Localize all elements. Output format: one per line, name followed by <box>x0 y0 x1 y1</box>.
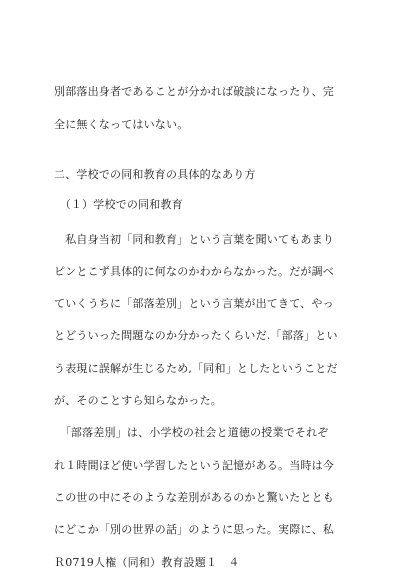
text-line: う表現に誤解が生じるため,「同和」としたということだ <box>54 362 338 375</box>
text-line: 別部落出身者であることが分かれば破談になったり、完 <box>54 85 334 98</box>
text-line: 全に無くなってはいない。 <box>54 118 189 131</box>
text-line: が、そのことすら知らなかった。 <box>54 394 222 407</box>
text-line: にどこか「別の世界の話」のように思った。実際に、私 <box>54 523 334 536</box>
text-line: 私自身当初「同和教育」という言葉を聞いてもあまり <box>54 233 334 246</box>
text-line: とどういった問題なのか分かったくらいだ.「部落」とい <box>54 329 338 342</box>
text-line: 「部落差別」は、小学校の社会と道徳の授業でそれぞ <box>54 426 329 439</box>
text-line: れ１時間ほど使い学習したという記憶がある。当時は今 <box>54 459 334 472</box>
footer-line: Ｒ0719人権（同和）教育設題１ ４ <box>54 556 240 569</box>
text-line: ピンとこず具体的に何なのかわからなかった。だが調べ <box>54 265 334 278</box>
section-heading: 二、学校での同和教育の具体的なあり方 <box>54 168 256 181</box>
text-line: ていくうちに「部落差別」という言葉が出てきて、やっ <box>54 297 334 310</box>
subsection-heading: （１）学校での同和教育 <box>54 198 183 211</box>
text-line: この世の中にそのような差別があるのかと驚いたととも <box>54 491 334 504</box>
